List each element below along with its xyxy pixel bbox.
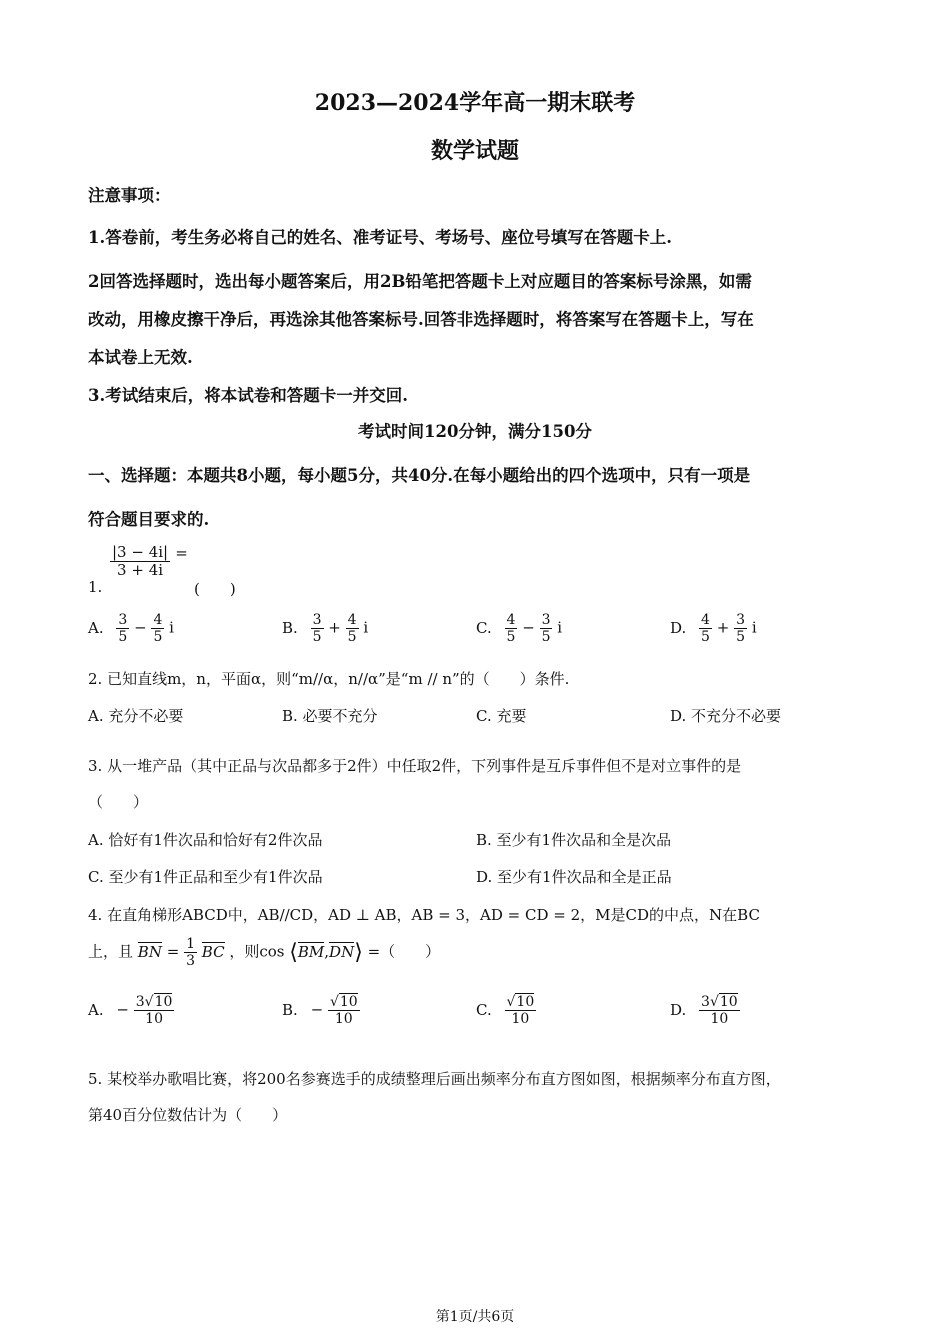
radicand: 10 — [339, 994, 358, 1010]
q4-option-a[interactable] — [88, 994, 174, 1027]
sqrt-icon: √ — [329, 994, 339, 1010]
sqrt-icon: √ — [709, 994, 719, 1010]
vector-bm: BM — [297, 942, 325, 961]
frac-den: 5 — [312, 629, 322, 646]
q4-line1: 4. 在直角梯形ABCD中，AB//CD，AD ⊥ AB，AB = 3，AD = CD = 2，M是CD的中点，N在BC — [88, 906, 760, 924]
q4-tail: =（ ） — [367, 942, 441, 961]
sqrt-icon: √ — [506, 994, 516, 1010]
q5-line1: 5. 某校举办歌唱比赛，将200名参赛选手的成绩整理后画出频率分布直方图如图，根据频率分布直方图， — [88, 1070, 781, 1088]
frac-num: 4 — [506, 612, 516, 628]
sign: − — [116, 1000, 129, 1019]
vector-bc: BC — [201, 942, 225, 961]
imag-unit: i — [751, 618, 757, 637]
q1-expr-denominator: 3 + 4i — [117, 561, 164, 580]
q3-option-d[interactable]: D. 至少有1件次品和全是正品 — [476, 868, 672, 886]
imag-unit: i — [557, 618, 563, 637]
frac-den: 10 — [511, 1011, 530, 1028]
exam-time: 考试时间120分钟，满分150分 — [358, 422, 592, 441]
frac-den: 5 — [347, 629, 357, 646]
q4-option-c[interactable] — [476, 994, 536, 1027]
q4-cos: ，则cos — [229, 942, 285, 961]
q1-option-a[interactable] — [88, 612, 174, 645]
frac-den: 5 — [506, 629, 516, 646]
q5-line2: 第40百分位数估计为（ ） — [88, 1106, 288, 1124]
option-label: B. — [282, 1000, 298, 1019]
note-3: 3.考试结束后，将本试卷和答题卡一并交回. — [88, 386, 408, 405]
q3-option-a[interactable]: A. 恰好有1件次品和恰好有2件次品 — [88, 831, 323, 849]
page-footer: 第1页/共6页 — [435, 1309, 515, 1325]
frac-den: 3 — [186, 953, 196, 970]
section1-line1: 一、选择题：本题共8小题，每小题5分，共40分.在每小题给出的四个选项中，只有一项是 — [88, 466, 751, 485]
option-label: C. — [476, 1000, 492, 1019]
note-2-line2: 改动，用橡皮擦干净后，再选涂其他答案标号.回答非选择题时，将答案写在答题卡上，写在 — [88, 310, 754, 329]
coef: 3 — [135, 994, 145, 1010]
q4-option-d[interactable] — [670, 994, 740, 1027]
imag-unit: i — [169, 618, 174, 637]
q3-option-c[interactable]: C. 至少有1件正品和至少有1件次品 — [88, 868, 323, 886]
frac-num: 1 — [186, 936, 196, 952]
frac-num: 3 — [118, 612, 128, 628]
operator: + — [328, 618, 341, 637]
exam-title: 2023—2024学年高一期末联考 — [314, 90, 636, 116]
vector-bn: BN — [137, 942, 162, 961]
option-label: A. — [88, 1000, 104, 1019]
frac-num: 3 — [312, 612, 322, 628]
option-label: C. — [476, 618, 492, 637]
frac-num: 4 — [153, 612, 163, 628]
imag-unit: i — [363, 618, 369, 637]
radicand: 10 — [516, 994, 535, 1010]
coef: 3 — [701, 994, 710, 1010]
frac-den: 5 — [118, 629, 128, 646]
frac-num: 4 — [701, 612, 710, 628]
q4-prefix: 上，且 — [88, 942, 134, 961]
frac-den: 5 — [153, 629, 163, 646]
notes-heading: 注意事项： — [88, 186, 171, 205]
equals: = — [166, 942, 180, 961]
option-label: B. — [282, 618, 298, 637]
q1-number: 1. — [88, 578, 103, 596]
option-label: D. — [670, 1000, 687, 1019]
frac-den: 5 — [736, 629, 746, 646]
frac-num: 4 — [347, 612, 357, 628]
q4-line2: 上，且 BN = $\frac{1}{3}$ BC ，则cos ⟨BM,DN⟩ =（ ） — [88, 936, 441, 970]
radicand: 10 — [719, 994, 738, 1010]
q1-option-c[interactable] — [476, 612, 562, 645]
q1-expression — [110, 544, 188, 580]
q4-option-b[interactable] — [282, 994, 360, 1027]
q2-option-b[interactable]: B. 必要不充分 — [282, 707, 378, 725]
option-label: D. — [670, 618, 687, 637]
frac-den: 10 — [145, 1011, 163, 1028]
section1-line2: 符合题目要求的. — [88, 510, 210, 529]
q2-option-d[interactable]: D. 不充分不必要 — [670, 707, 782, 725]
q2-text: 2. 已知直线m，n，平面α，则“m//α，n//α”是“m // n”的（ ）条件. — [88, 670, 570, 688]
note-2-line1: 2回答选择题时，选出每小题答案后，用2B铅笔把答题卡上对应题目的答案标号涂黑，如需 — [88, 272, 752, 291]
q1-option-d[interactable] — [670, 612, 757, 645]
vector-dn: DN — [329, 942, 355, 961]
q1-expr-numerator: |3 − 4i| — [112, 543, 169, 561]
note-1: 1.答卷前，考生务必将自己的姓名、准考证号、考场号、座位号填写在答题卡上. — [88, 228, 672, 247]
frac-num: 3 — [541, 612, 551, 628]
q1-option-b[interactable] — [282, 612, 368, 645]
operator: − — [522, 618, 535, 637]
angle-open: ⟨ — [289, 940, 298, 966]
sqrt-icon: √ — [144, 994, 154, 1010]
angle-close: ⟩ — [354, 940, 363, 966]
sign: − — [310, 1000, 324, 1019]
q3-line1: 3. 从一堆产品（其中正品与次品都多于2件）中任取2件，下列事件是互斥事件但不是对立事件的是 — [88, 757, 742, 775]
frac-den: 10 — [334, 1011, 353, 1028]
radicand: 10 — [154, 994, 173, 1010]
q3-line2: （ ） — [88, 793, 149, 811]
frac-den: 5 — [541, 629, 551, 646]
frac-num: 3 — [736, 612, 746, 628]
q1-equals: = — [175, 544, 188, 562]
exam-subtitle: 数学试题 — [430, 138, 519, 164]
q3-option-b[interactable]: B. 至少有1件次品和全是次品 — [476, 831, 672, 849]
operator: + — [716, 618, 730, 637]
option-label: A. — [88, 618, 104, 637]
q2-option-a[interactable]: A. 充分不必要 — [88, 707, 184, 725]
operator: − — [134, 618, 147, 637]
q2-option-c[interactable]: C. 充要 — [476, 707, 527, 725]
frac-den: 5 — [701, 629, 710, 646]
note-2-line3: 本试卷上无效. — [88, 348, 193, 367]
q1-paren: ( ) — [194, 580, 236, 598]
frac-den: 10 — [710, 1011, 729, 1028]
